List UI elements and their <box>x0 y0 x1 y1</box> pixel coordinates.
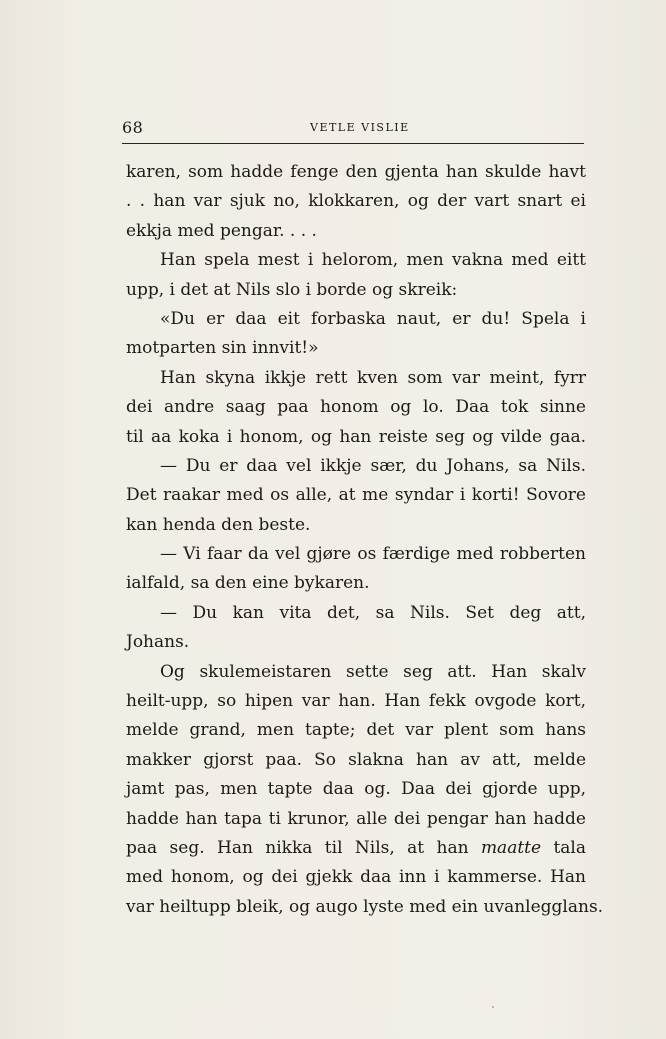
text-line: makker gjorst paa. So slakna han av att, melde <box>126 749 586 770</box>
line-end-word: tala <box>553 837 586 858</box>
text-line: dei andre saag paa honom og lo. Daa tok sinne <box>126 397 586 418</box>
text-line: til aa koka i honom, og han reiste seg og vilde gaa. <box>126 426 586 447</box>
text-line: upp, i det at Nils slo i borde og skreik: <box>126 279 458 300</box>
text-line: melde grand, men tapte; det var plent som hans <box>126 720 586 741</box>
text-line: Han skyna ikkje rett kven som var meint, fyrr <box>160 367 586 388</box>
text-line: Og skulemeistaren sette seg att. Han skalv <box>160 661 586 682</box>
text-line: med honom, og dei gjekk daa inn i kammerse. Han <box>126 867 586 888</box>
text-line: jamt pas, men tapte daa og. Daa dei gjorde upp, <box>126 779 586 800</box>
text-line: Han spela mest i helorom, men vakna med eitt <box>160 250 586 271</box>
text-line: — Du er daa vel ikkje sær, du Johans, sa Nils. <box>160 455 586 476</box>
italic-word: maatte <box>480 837 542 858</box>
page-number: 68 <box>122 118 144 137</box>
text-line-with-emphasis <box>126 834 586 863</box>
text-line: ekkja med pengar. . . . <box>126 220 317 241</box>
text-line: . . han var sjuk no, klokkaren, og der vart snart ei <box>126 191 586 212</box>
text-line: hadde han tapa ti krunor, alle dei pengar han hadde <box>126 808 586 829</box>
line-text: paa seg. Han nikka til Nils, at han <box>126 837 469 858</box>
text-line: karen, som hadde fenge den gjenta han skulde havt <box>126 162 586 182</box>
text-line: var heiltupp bleik, og augo lyste med ein uvanlegglans. <box>126 896 604 917</box>
page-header <box>122 118 584 140</box>
text-line: motparten sin innvit!» <box>126 338 319 359</box>
header-rule <box>122 143 584 144</box>
paper-speck <box>492 1006 494 1008</box>
text-line: — Du kan vita det, sa Nils. Set deg att, <box>160 602 586 623</box>
text-line: Johans. <box>126 632 190 653</box>
text-line: ialfald, sa den eine bykaren. <box>126 573 370 594</box>
text-line: Det raakar med os alle, at me syndar i korti! Sovore <box>126 485 586 506</box>
text-line: — Vi faar da vel gjøre os færdige med robberten <box>160 544 586 565</box>
running-title: VETLE VISLIE <box>310 121 410 134</box>
body-text <box>126 158 604 922</box>
text-line: kan henda den beste. <box>126 514 311 535</box>
text-line: «Du er daa eit forbaska naut, er du! Spela i <box>160 308 586 329</box>
text-line: heilt-upp, so hipen var han. Han fekk ovgode kort, <box>126 691 586 712</box>
